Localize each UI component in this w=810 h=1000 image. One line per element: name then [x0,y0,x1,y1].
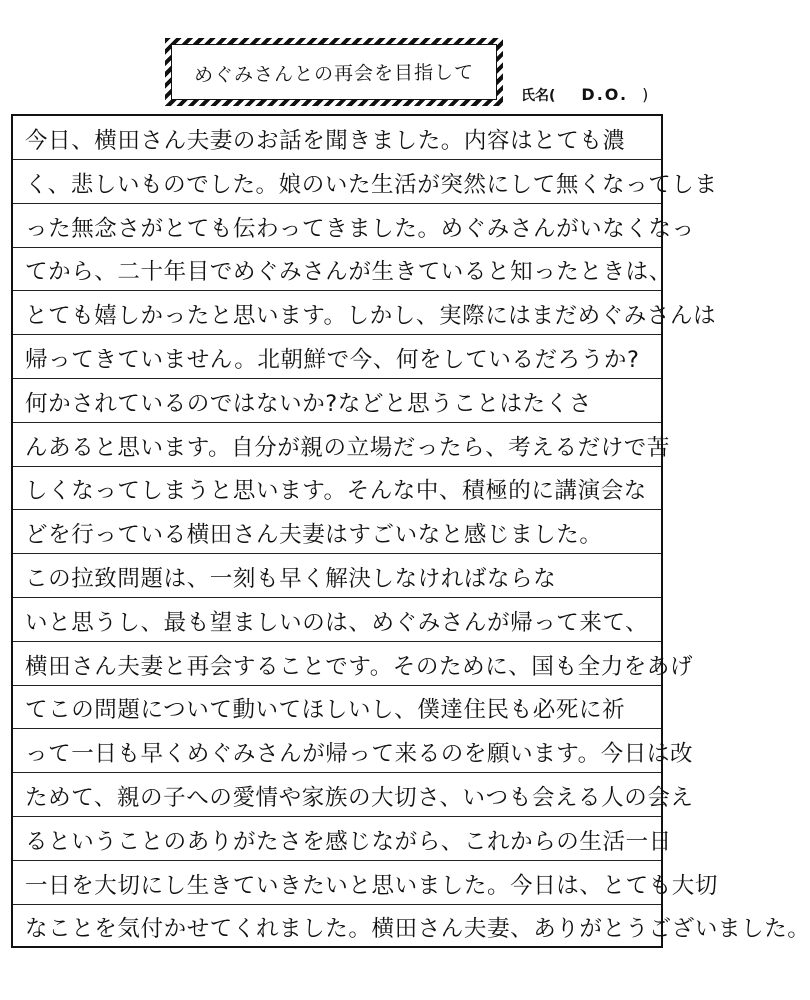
ruled-line [13,466,661,467]
name-field [521,85,648,105]
ruled-line [13,159,661,160]
ruled-line [13,772,661,773]
essay-line: 今日、横田さん夫妻のお話を聞きました。内容はとても濃 [25,128,626,154]
name-value: D.O. [581,85,629,104]
essay-line: てこの問題について動いてほしいし、僕達住民も必死に祈 [25,697,626,724]
ruled-line [13,860,661,861]
ruled-line [13,247,661,248]
ruled-line [13,904,661,905]
essay-line: ためて、親の子への愛情や家族の大切さ、いつも会える人の会え [25,785,694,811]
essay-line: く、悲しいものでした。娘のいた生活が突然にして無くなってしま [25,171,718,198]
ruled-line [13,553,661,554]
title-box [165,38,503,106]
essay-line: しくなってしまうと思います。そんな中、積極的に講演会な [25,478,647,505]
essay-line: いと思うし、最も望ましいのは、めぐみさんが帰って来て、 [25,609,649,636]
essay-line: この拉致問題は、一刻も早く解決しなければならな [25,566,557,592]
essay-title: めぐみさんとの再会を目指して [193,61,475,86]
essay-frame [11,114,810,948]
essay-line: てから、二十年目でめぐみさんが生きていると知ったときは、 [25,259,672,286]
essay-line: とても嬉しかったと思います。しかし、実際にはまだめぐみさんは [25,303,717,330]
ruled-line [13,378,661,379]
name-close-paren: ) [642,85,649,104]
title-inner-frame [171,44,497,100]
essay-line: んあると思います。自分が親の立場だったら、考えるだけで苦 [25,434,671,461]
ruled-line [13,641,661,642]
ruled-line [13,203,661,204]
ruled-line [13,816,661,817]
essay-line: どを行っている横田さん夫妻はすごいなと感じました。 [25,522,603,549]
essay-line: るということのありがたさを感じながら、これからの生活一日 [25,828,672,855]
essay-line: 何かされているのではないか?などと思うことはたくさ [25,390,592,417]
ruled-line [13,509,661,510]
ruled-line [13,597,661,598]
essay-line: 一日を大切にし生きていきたいと思いました。今日は、とても大切 [25,872,719,899]
essay-line: 横田さん夫妻と再会することです。そのために、国も全力をあげ [25,653,694,680]
essay-line: なことを気付かせてくれました。横田さん夫妻、ありがとうございました。 [25,916,810,943]
ruled-line [13,334,661,335]
ruled-line [13,685,661,686]
essay-line: った無念さがとても伝わってきました。めぐみさんがいなくなっ [25,215,695,242]
essay-line: 帰ってきていません。北朝鮮で今、何をしているだろうか? [25,347,640,373]
name-label: 氏名( [521,88,556,104]
essay-line: って一日も早くめぐみさんが帰って来るのを願います。今日は改 [25,741,694,768]
ruled-line [13,422,661,423]
ruled-line [13,728,661,729]
ruled-line [13,290,661,291]
